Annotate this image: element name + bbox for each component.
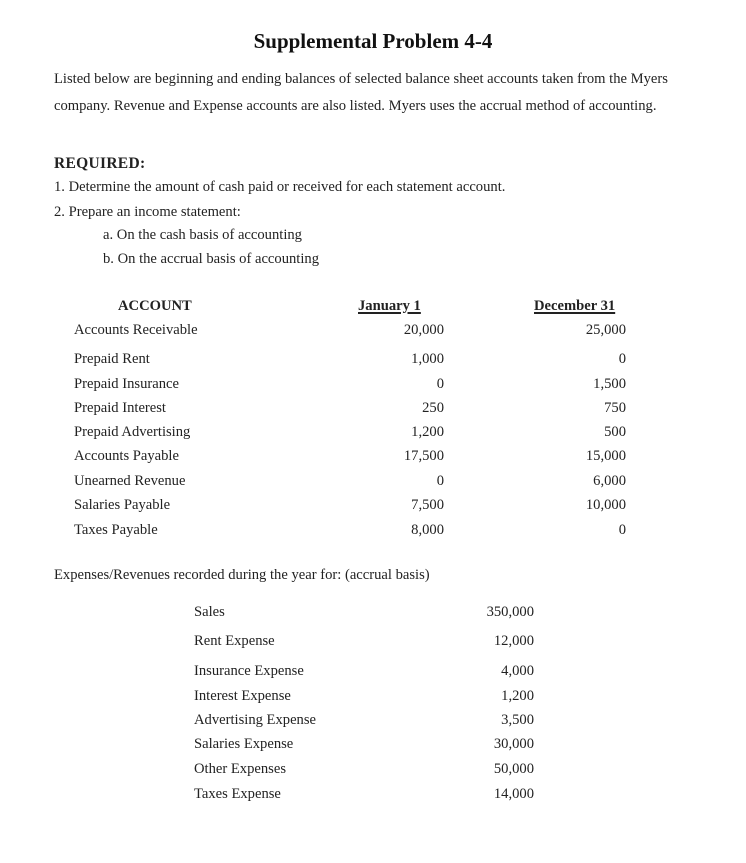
expense-label: Sales: [194, 604, 225, 620]
december-balance: 6,000: [593, 473, 626, 489]
account-name: Salaries Payable: [74, 497, 171, 513]
expense-amount: 3,500: [501, 712, 534, 728]
expenses-heading: Expenses/Revenues recorded during the year for: (accrual basis): [54, 567, 430, 583]
intro-paragraph: Listed below are beginning and ending balances of selected balance sheet accounts taken from the Myers company. Revenue and Expense accounts are also listed. Myers uses the accrual method of accounting.: [54, 71, 668, 114]
page-title: Supplemental Problem 4-4: [253, 29, 493, 53]
account-name: Prepaid Rent: [74, 351, 150, 367]
expense-amount: 14,000: [493, 786, 534, 802]
account-name: Prepaid Insurance: [74, 376, 179, 392]
december-balance: 15,000: [585, 448, 626, 464]
january-balance: 17,500: [403, 448, 444, 464]
january-balance: 250: [422, 400, 444, 416]
december-balance: 750: [604, 400, 626, 416]
january-balance: 20,000: [403, 322, 444, 338]
account-name: Accounts Receivable: [74, 322, 198, 338]
account-name: Accounts Payable: [74, 448, 179, 464]
expense-amount: 1,200: [501, 688, 534, 704]
expense-amount: 4,000: [501, 663, 534, 679]
account-name: Unearned Revenue: [74, 473, 186, 489]
december-balance: 25,000: [585, 322, 626, 338]
december-balance: 0: [618, 351, 626, 367]
december-balance: 1,500: [593, 376, 626, 392]
column-header-january: January 1: [358, 298, 421, 314]
required-heading: REQUIRED:: [54, 155, 146, 172]
january-balance: 0: [436, 473, 444, 489]
expense-label: Taxes Expense: [194, 786, 281, 802]
december-balance: 500: [604, 424, 626, 440]
account-name: Taxes Payable: [74, 522, 158, 538]
expense-label: Insurance Expense: [194, 663, 304, 679]
expense-amount: 12,000: [493, 633, 534, 649]
account-name: Prepaid Interest: [74, 400, 166, 416]
required-item-1: 1. Determine the amount of cash paid or received for each statement account.: [54, 179, 506, 195]
december-balance: 10,000: [585, 497, 626, 513]
january-balance: 1,200: [411, 424, 444, 440]
expense-label: Advertising Expense: [194, 712, 316, 728]
january-balance: 7,500: [411, 497, 444, 513]
january-balance: 8,000: [411, 522, 444, 538]
column-header-account: ACCOUNT: [118, 298, 192, 314]
expense-label: Salaries Expense: [194, 736, 294, 752]
required-item-2: 2. Prepare an income statement:: [54, 204, 241, 220]
december-balance: 0: [618, 522, 626, 538]
expense-amount: 350,000: [486, 604, 534, 620]
expense-amount: 30,000: [493, 736, 534, 752]
expense-amount: 50,000: [493, 761, 534, 777]
january-balance: 0: [436, 376, 444, 392]
expense-label: Interest Expense: [194, 688, 291, 704]
column-header-december: December 31: [534, 298, 616, 314]
required-sub-a: a. On the cash basis of accounting: [103, 227, 302, 243]
required-sub-b: b. On the accrual basis of accounting: [103, 251, 319, 267]
expense-label: Other Expenses: [194, 761, 286, 777]
expense-label: Rent Expense: [194, 633, 275, 649]
account-name: Prepaid Advertising: [74, 424, 191, 440]
january-balance: 1,000: [411, 351, 444, 367]
